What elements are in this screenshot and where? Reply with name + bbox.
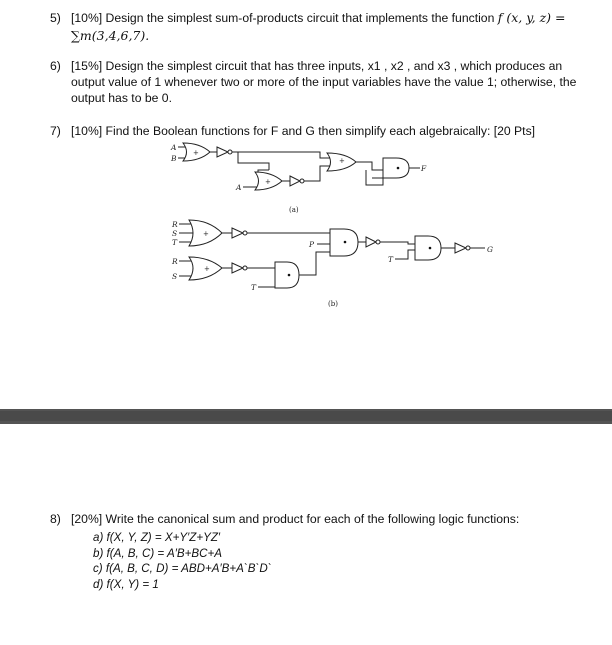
- or-symbol: +: [203, 230, 209, 238]
- not-gate: [290, 176, 300, 186]
- question-text: [20%] Write the canonical sum and product for each of the following logic functions:: [71, 512, 520, 526]
- question-number: 7): [50, 124, 61, 138]
- or-symbol: +: [339, 157, 345, 165]
- circuit-diagrams: [0, 0, 612, 320]
- question-number: 8): [50, 512, 61, 526]
- minterm-list: ∑m(3,4,6,7).: [71, 28, 150, 43]
- not-gate: [455, 243, 466, 253]
- input-label-a2: A: [236, 183, 242, 192]
- question-line-2: output value of 1 whenever two or more of the input variables have the value 1; otherwise, the: [71, 75, 577, 89]
- question-line-1: [15%] Design the simplest circuit that has three inputs, x1 , x2 , and x3 , which produces an: [71, 59, 563, 73]
- input-label-r: R: [172, 220, 178, 229]
- input-label-b: B: [171, 154, 177, 163]
- mid-label-t2: T: [388, 255, 394, 264]
- and-gate: [383, 158, 409, 178]
- circuit-caption-b: (b): [328, 300, 338, 308]
- input-label-r2: R: [172, 257, 178, 266]
- not-gate: [232, 263, 243, 273]
- input-label-s2: S: [172, 272, 178, 281]
- list-item: a) f(X, Y, Z) = X+Y′Z+YZ′: [93, 531, 221, 544]
- function-list: [93, 530, 272, 592]
- not-gate: [366, 237, 376, 247]
- and-gate: [275, 262, 299, 288]
- mid-label-p: P: [309, 240, 315, 249]
- page-divider: [0, 409, 612, 424]
- question-number: 6): [50, 59, 61, 73]
- output-label-f: F: [421, 164, 427, 173]
- circuit-caption-a: (a): [289, 206, 299, 214]
- not-gate: [232, 228, 243, 238]
- circuit-b: [171, 220, 493, 308]
- question-line-3: output has to be 0.: [71, 91, 172, 105]
- or-symbol: +: [265, 178, 271, 186]
- input-label-t: T: [172, 238, 178, 247]
- output-label-g: G: [487, 245, 493, 254]
- not-gate: [217, 147, 228, 157]
- or-symbol: +: [193, 149, 199, 157]
- and-gate: [415, 236, 441, 260]
- input-label-s: S: [172, 229, 178, 238]
- or-symbol: +: [204, 265, 210, 273]
- list-item: d) f(X, Y) = 1: [93, 577, 159, 591]
- mid-label-t: T: [251, 283, 257, 292]
- circuit-a: [170, 143, 427, 214]
- input-label-a: A: [171, 143, 177, 152]
- question-number: 5): [50, 11, 61, 25]
- question-text: [10%] Find the Boolean functions for F and G then simplify each algebraically: [20 Pts]: [71, 124, 536, 138]
- function-expression: f (x, y, z) =: [497, 10, 566, 25]
- list-item: c) f(A, B, C, D) = ABD+A′B+A`B`D`: [93, 562, 272, 575]
- list-item: b) f(A, B, C) = A′B+BC+A: [93, 546, 222, 560]
- question-text: [10%] Design the simplest sum-of-products circuit that implements the function: [71, 11, 495, 25]
